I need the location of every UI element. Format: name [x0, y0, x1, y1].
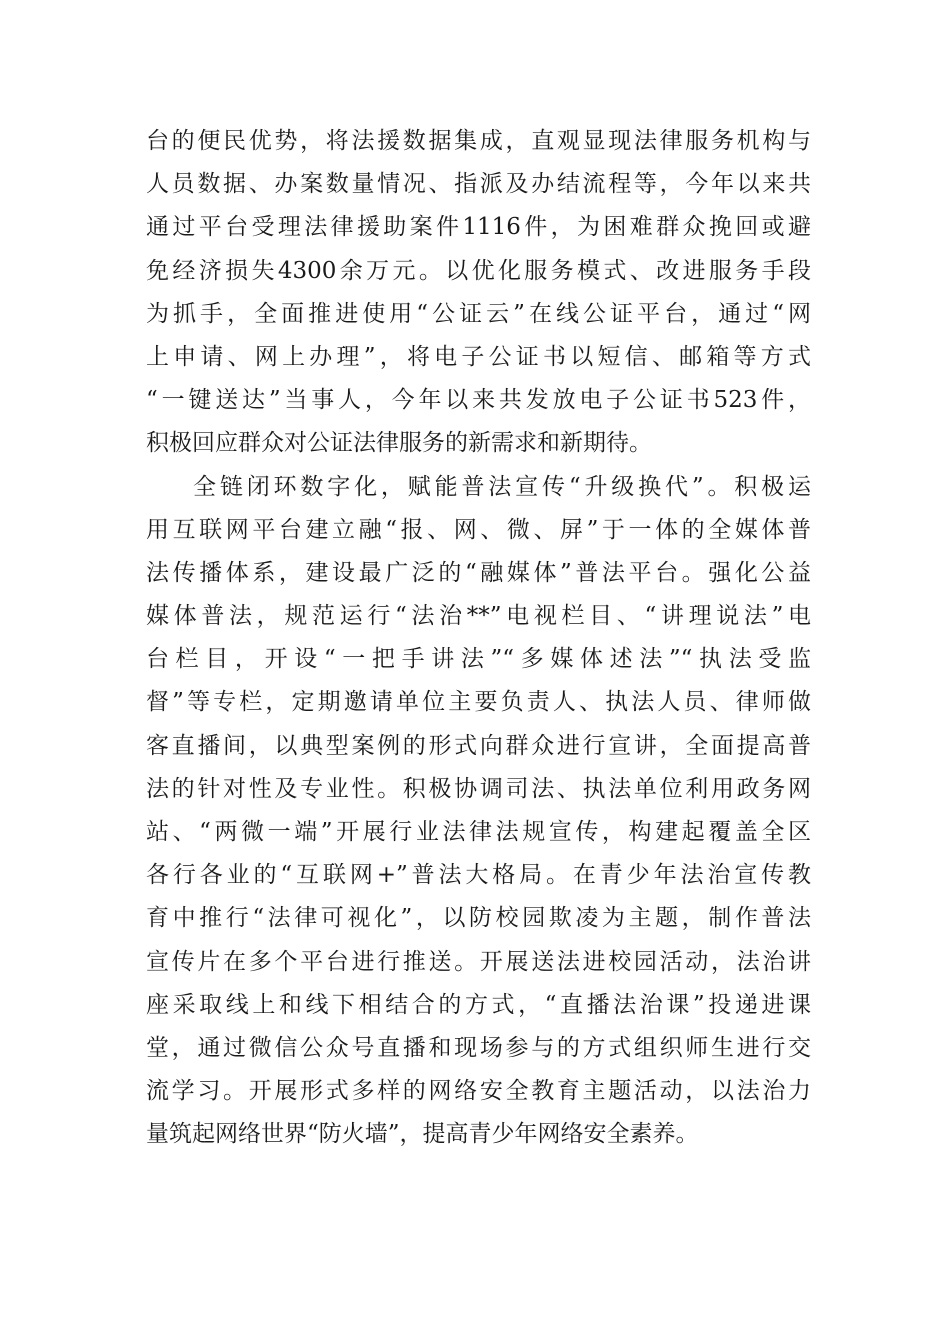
text-line: 量筑起网络世界“防火墙”，提高青少年网络安全素养。 [146, 1121, 699, 1148]
text-line: 宣传片在多个平台进行推送。开展送法进校园活动，法治讲 [146, 948, 811, 975]
text-line: 督”等专栏，定期邀请单位主要负责人、执法人员、律师做 [146, 689, 811, 716]
document-body [146, 120, 811, 1157]
text-line: 育中推行“法律可视化”，以防校园欺凌为主题，制作普法 [146, 905, 811, 932]
text-line: 客直播间，以典型案例的形式向群众进行宣讲，全面提高普 [146, 732, 811, 759]
text-line: 法的针对性及专业性。积极协调司法、执法单位利用政务网 [146, 775, 811, 802]
paragraph-law-publicity [146, 466, 811, 1157]
text-line: 通过平台受理法律援助案件1116件，为困难群众挽回或避 [146, 214, 811, 241]
text-line: 为抓手，全面推进使用“公证云”在线公证平台，通过“网 [146, 300, 811, 327]
text-line: 上申请、网上办理”，将电子公证书以短信、邮箱等方式 [146, 343, 811, 370]
text-line: 媒体普法，规范运行“法治**”电视栏目、“讲理说法”电 [146, 603, 811, 630]
text-line: 堂，通过微信公众号直播和现场参与的方式组织师生进行交 [146, 1034, 811, 1061]
text-line: 台栏目，开设“一把手讲法”“多媒体述法”“执法受监 [146, 646, 811, 673]
text-line: 座采取线上和线下相结合的方式，“直播法治课”投递进课 [146, 991, 811, 1018]
text-line: 免经济损失4300余万元。以优化服务模式、改进服务手段 [146, 257, 811, 284]
text-line: 积极回应群众对公证法律服务的新需求和新期待。 [146, 430, 652, 457]
text-line: 法传播体系，建设最广泛的“融媒体”普法平台。强化公益 [146, 559, 811, 586]
text-line: 站、“两微一端”开展行业法律法规宣传，构建起覆盖全区 [146, 819, 811, 845]
text-line: 全链闭环数字化，赋能普法宣传“升级换代”。积极运 [193, 473, 811, 500]
text-line: “一键送达”当事人，今年以来共发放电子公证书523件， [146, 387, 811, 414]
text-line: 流学习。开展形式多样的网络安全教育主题活动，以法治力 [146, 1078, 811, 1105]
text-line: 用互联网平台建立融“报、网、微、屏”于一体的全媒体普 [146, 516, 811, 543]
text-line: 各行各业的“互联网+”普法大格局。在青少年法治宣传教 [146, 862, 811, 889]
paragraph-legal-aid [146, 120, 811, 466]
text-line: 人员数据、办案数量情况、指派及办结流程等，今年以来共 [146, 171, 811, 198]
text-line: 台的便民优势，将法援数据集成，直观显现法律服务机构与 [146, 128, 811, 154]
